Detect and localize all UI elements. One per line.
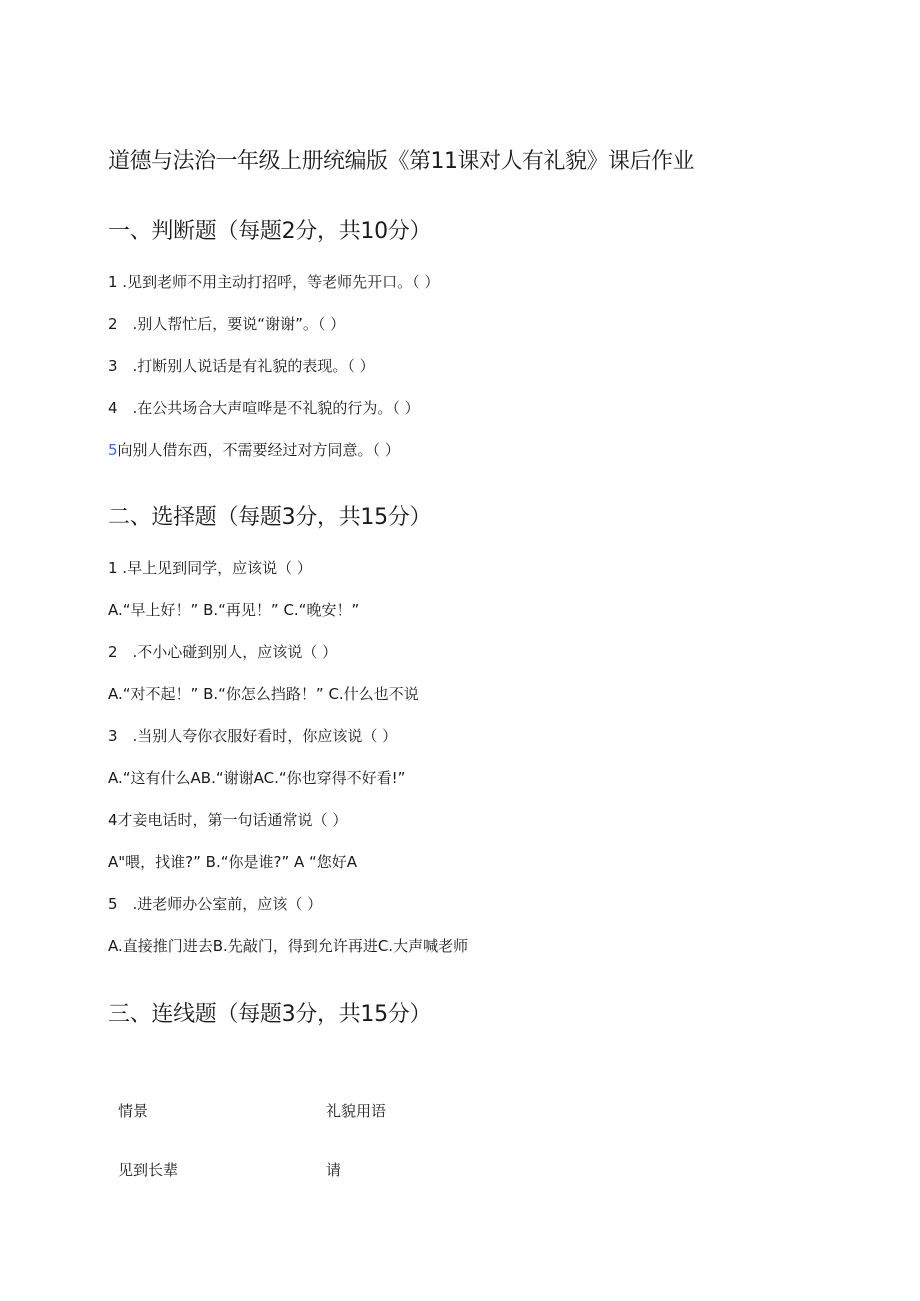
- question-item: 4 .在公共场合大声喧哗是不礼貌的行为。（ ）: [108, 399, 420, 417]
- table-cell-scenario: 见到长辈: [118, 1161, 179, 1179]
- section-heading-judgment: 一、判断题（每题2分，共10分）: [108, 219, 432, 244]
- answer-options: A.“早上好！” B.“再见！” C.“晚安！”: [108, 601, 360, 619]
- question-item: 2 .不小心碰到别人，应该说（ ）: [108, 643, 338, 661]
- question-number: 5: [108, 441, 118, 459]
- answer-options: A"喂，找谁?” B.“你是谁?” A “您好A: [108, 853, 358, 871]
- answer-options: A.直接推门进去B.先敲门，得到允许再进C.大声喊老师: [108, 937, 469, 955]
- question-item: 1 .早上见到同学，应该说（ ）: [108, 559, 312, 577]
- question-item: [108, 439, 400, 460]
- table-header-polite-phrase: 礼貌用语: [326, 1102, 387, 1120]
- question-text: 向别人借东西，不需要经过对方同意。（ ）: [117, 441, 400, 459]
- question-item: 3 .当别人夸你衣服好看时，你应该说（ ）: [108, 727, 398, 745]
- question-item: 4才妾电话时，第一句话通常说（ ）: [108, 811, 348, 829]
- question-item: 5 .进老师办公室前，应该（ ）: [108, 895, 323, 913]
- answer-options: A.“对不起！” B.“你怎么挡路！” C.什么也不说: [108, 685, 419, 703]
- document-title: 道德与法治一年级上册统编版《第11课对人有礼貌》课后作业: [108, 149, 694, 174]
- answer-options: A.“这有什么AB.“谢谢AC.“你也穿得不好看!”: [108, 769, 406, 787]
- table-header-scenario: 情景: [118, 1102, 149, 1120]
- section-heading-choice: 二、选择题（每题3分，共15分）: [108, 505, 432, 530]
- table-cell-polite-phrase: 请: [326, 1161, 342, 1179]
- question-item: 2 .别人帮忙后，要说“谢谢”。（ ）: [108, 315, 346, 333]
- question-item: 1 .见到老师不用主动打招呼，等老师先开口。（ ）: [108, 273, 440, 291]
- section-heading-matching: 三、连线题（每题3分，共15分）: [108, 1002, 432, 1027]
- question-item: 3 .打断别人说话是有礼貌的表现。（ ）: [108, 357, 375, 375]
